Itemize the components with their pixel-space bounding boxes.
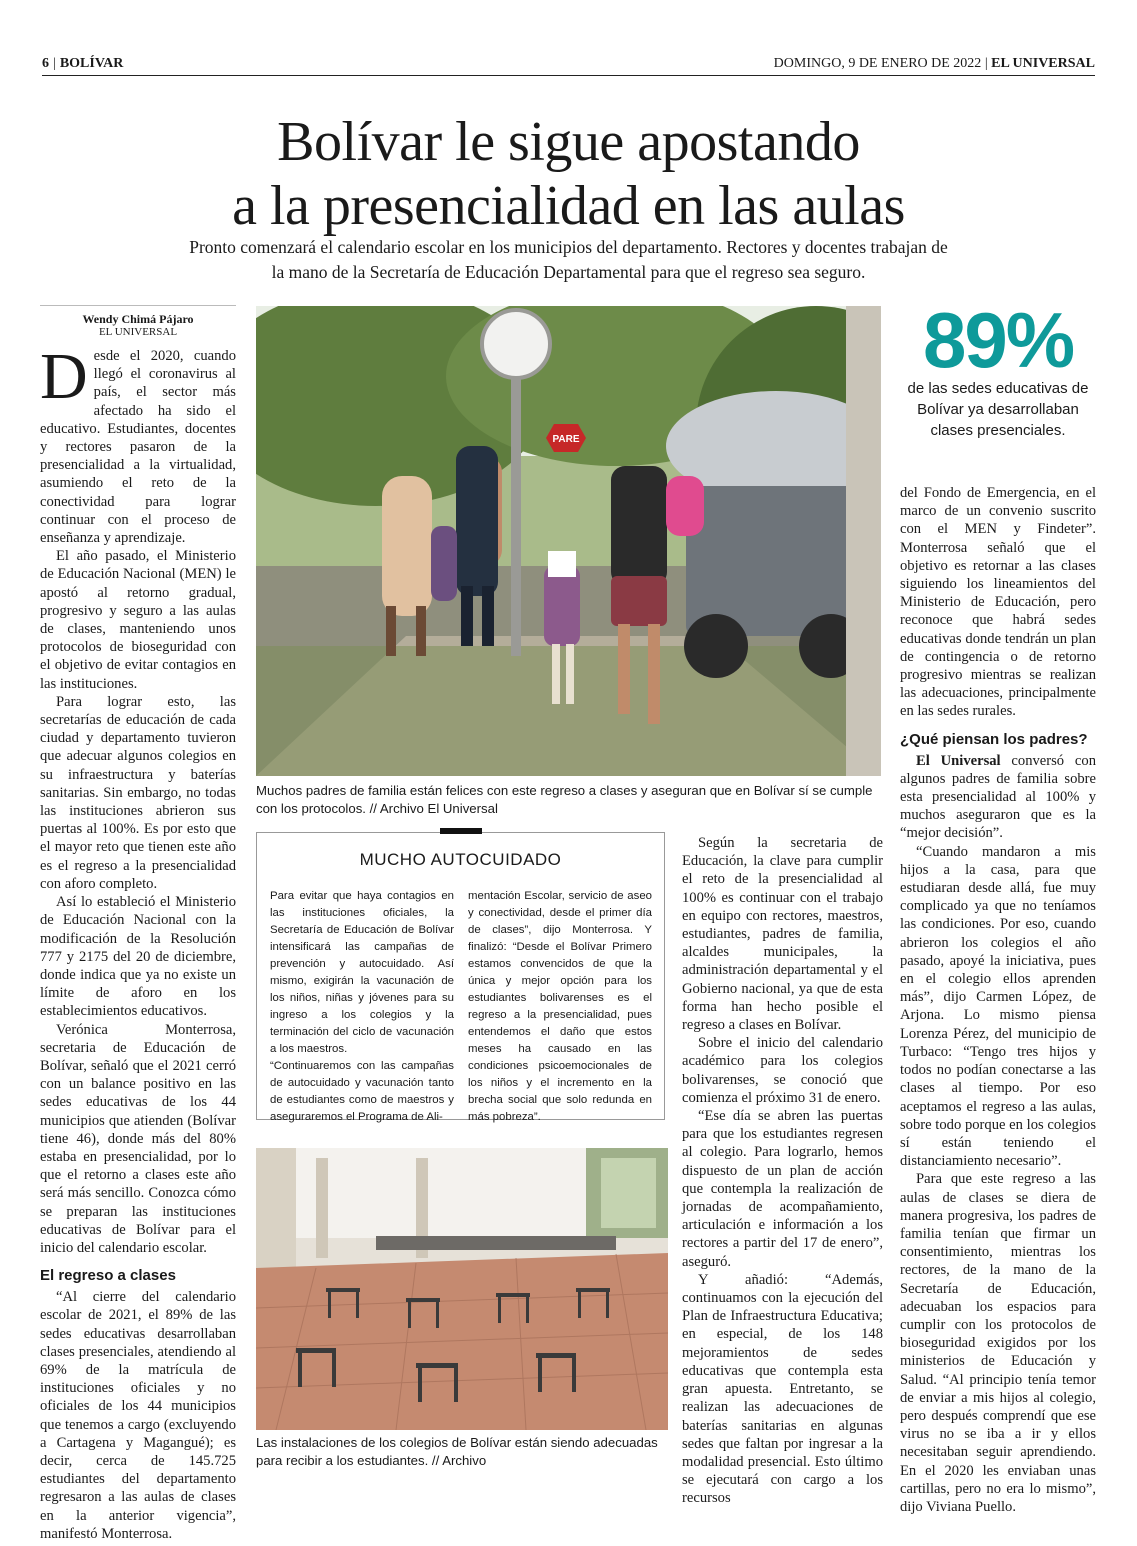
paragraph-9: “Ese día se abren las puertas para que los estudiantes regresen al colegio. Para lograrlo, hemos dispuesto de un plan de acción que contempla la realización de jornadas de acompañamiento, articulación e información a los rectores a partir del 17 de enero”, aseguró.	[682, 1108, 883, 1270]
paragraph-7: Según la secretaria de Educación, la clave para cumplir el reto de la presencialidad al 100% es continuar con el trabajo en equipo con rectores, maestros, estudiantes, padres de familia, alcaldes municipales, la administración departamental y el Gobierno nacional, ya que de esta forma han hecho posible el regreso a clases en Bolívar.	[682, 835, 883, 1034]
box-paragraph-2: “Continuaremos con las campañas de autocuidado y vacunación tanto de estudiantes como de maestros y aseguraremos el Programa de Ali-	[270, 1060, 454, 1123]
paragraph-1-text: esde el 2020, cuando llegó el coronavirus al país, el sector más afectado ha sido el educativo. Estudiantes, docentes y rectores pasaron de la presencialidad a la virtualidad, asumiendo el reto de la conectividad para lograr continuar con el proceso de enseñanza y aprendizaje.	[40, 348, 236, 547]
page-dateline: DOMINGO, 9 DE ENERO DE 2022 | EL UNIVERSAL	[773, 56, 1095, 71]
paragraph-6: “Al cierre del calendario escolar de 2021, el 89% de las sedes educativas desarrollaban clases presenciales, atendiendo al 69% de la matrícula de instituciones oficiales y no oficiales de los 44 municipios que tenemos a cargo (excluyendo a Cartagena y Magangué); es decir, cerca de 145.725 estudiantes del departamento regresaron a las aulas de clases en la anterior vigencia”, manifestó Monterrosa.	[40, 1289, 236, 1542]
sidebar-box-column-2	[468, 888, 652, 1126]
box-paragraph-3: mentación Escolar, servicio de aseo y conectividad, desde el primer día de clases”, dijo Monterrosa. Y finalizó: “Desde el Bolívar Primero estamos convencidos de que la única y mejor opción para los estudiantes bolivarenses es el regreso a la presencialidad, pues entendemos el daño que estos meses ha causado en las condiciones psicoemocionales de los niños y el incremento en la brecha social que solo redunda en más pobreza”.	[468, 890, 652, 1123]
header-rule	[42, 75, 1095, 76]
paragraph-12-text: conversó con algunos padres de familia sobre esta presencialidad al 100% y muchos aseguraron que es la “mejor decisión”.	[900, 752, 1096, 842]
issue-date: DOMINGO, 9 DE ENERO DE 2022	[773, 56, 982, 71]
subhead-line-2: la mano de la Secretaría de Educación Departamental para que el regreso sea seguro.	[271, 262, 866, 282]
newspaper-brand: EL UNIVERSAL	[991, 56, 1095, 71]
subheadline	[120, 235, 1017, 285]
photo-classroom	[256, 1148, 668, 1430]
subhead-line-1: Pronto comenzará el calendario escolar en los municipios del departamento. Rectores y docentes trabajan de	[189, 237, 948, 257]
paragraph-11: del Fondo de Emergencia, en el marco de un convenio suscrito con el MEN y Findeter”. Monterrosa señaló que el objetivo es retornar a las clases siguiendo los lineamientos del Ministerio de Educación, pero reconoce que habrá sedes educativas donde tendrán un plan de contingencia o de retorno progresivo mientras se realizan las adecuaciones, principalmente en las sedes rurales.	[900, 485, 1096, 720]
sidebar-box-marker	[440, 828, 482, 834]
article-column-1	[40, 340, 236, 1542]
paragraph-4: Así lo estableció el Ministerio de Educación Nacional con la modificación de la Resolución 777 y 2175 del 20 de diciembre, donde indica que ya no existe un límite de aforo en los establecimientos educativos.	[40, 894, 236, 1020]
paragraph-1	[40, 340, 236, 547]
paragraph-2: El año pasado, el Ministerio de Educación Nacional (MEN) le apostó al retorno gradual, progresivo y seguro a las aulas de clases, manteniendo unos protocolos de bioseguridad con el objetivo de evitar contagios en las instituciones.	[40, 548, 236, 692]
section-heading-regreso: El regreso a clases	[40, 1267, 176, 1285]
author-name: Wendy Chimá Pájaro	[82, 312, 194, 326]
page-number: 6	[42, 56, 49, 71]
paragraph-14: Para que este regreso a las aulas de clases se diera de manera progresiva, los padres de familia tenían que firmar un consentimiento, mientras los rectores, de la mano de la Secretaría de Educación, adecuaban los espacios para cumplir con los protocolos de bioseguridad exigidos por los ministerios de Educación y Salud. “Al principio tenía temor de enviar a mis hijos al colegio, pero después comprendí que ese virus no se iba a ir y ellos necesitaban seguir aprendiendo. En el 2020 les enviaban unas cartillas, pero no era lo mismo”, dijo Viviana Puello.	[900, 1171, 1096, 1515]
photo-parents-walking	[256, 306, 881, 776]
photo-caption-1: Muchos padres de familia están felices con este regreso a clases y aseguran que en Bolívar sí se cumple con los protocolos. // Archivo El Universal	[256, 783, 873, 816]
section-heading-padres: ¿Qué piensan los padres?	[900, 730, 1088, 748]
paragraph-12	[900, 752, 1096, 843]
photo-caption-2: Las instalaciones de los colegios de Bolívar están siendo adecuadas para recibir a los estudiantes. // Archivo	[256, 1435, 658, 1468]
stop-sign-text: PARE	[552, 434, 580, 445]
article-column-4	[900, 484, 1096, 1515]
street-scene-illustration	[256, 306, 881, 776]
paragraph-3: Para lograr esto, las secretarías de educación de cada ciudad y departamento tuvieron que adecuar algunos colegios en su infraestructura y baterías sanitarias. Sin embargo, no todas las instituciones abrieron sus puertas al 100%. Es por esto que el mayor reto que tienen este año es el regreso a la presencialidad con aforo completo.	[40, 693, 236, 892]
box-paragraph-1: Para evitar que haya contagios en las instituciones oficiales, la Secretaría de Educación de Bolívar intensificará las campañas de prevención y autocuidado. Así mismo, exigirán la vacunación de los niños, niñas y jóvenes para su ingreso a los colegios y la terminación del ciclo de vacunación a los maestros.	[270, 890, 454, 1055]
author-organization: EL UNIVERSAL	[98, 326, 178, 338]
sidebar-box-title: MUCHO AUTOCUIDADO	[359, 850, 562, 869]
classroom-illustration	[256, 1148, 668, 1430]
headline	[60, 110, 1077, 238]
paragraph-8: Sobre el inicio del calendario académico para los colegios bolivarenses, se conoció que comienza el próximo 31 de enero.	[682, 1035, 883, 1106]
page-folio	[42, 56, 123, 72]
paragraph-10: Y añadió: “Además, continuamos con la ejecución del Plan de Infraestructura Educativa; en especial, de los 148 mejoramientos de sedes educativas que contempla esta gran apuesta. Entretanto, se realizan las adecuaciones de baterías sanitarias en algunas sedes que faltan por ingresar a la modalidad presencial. Esto último se ejecutará con cargo a los recursos	[682, 1271, 883, 1507]
section-name: BOLÍVAR	[59, 56, 124, 71]
stat-value: 89%	[922, 296, 1074, 384]
paragraph-5: Verónica Monterrosa, secretaria de Educación de Bolívar, señaló que el 2021 cerró con un balance positivo en las sedes educativas de los 44 municipios que atienden (Bolívar tiene 46), donde más del 80% estaba en presencialidad, por lo que el retorno a clases este año será más sencillo. Conozca cómo se preparan las instituciones educativas de Bolívar para el inicio del calendario escolar.	[40, 1021, 236, 1256]
paragraph-13: “Cuando mandaron a mis hijos a la casa, para que estudiaran desde allá, fue muy complicado ya que no teníamos las condiciones. Por eso, cuando abrieron los colegios el año pasado, apoyé la iniciativa, pues en el colegio ellos aprenden más”, dijo Carmen López, de Arjona. Lo mismo piensa Lorenza Pérez, del municipio de Turbaco: “Tengo tres hijos y todos no podían conectarse a las clases al tiempo. Por eso aceptamos el regreso a las aulas, sobre todo porque en los colegios sí están teniendo el distanciamiento necesario”.	[900, 843, 1096, 1170]
article-column-3	[682, 834, 883, 1507]
byline	[40, 305, 236, 338]
newspaper-name-inline: El Universal	[916, 752, 1001, 769]
sidebar-box-column-1	[270, 888, 454, 1126]
headline-line-1: Bolívar le sigue apostando	[277, 111, 860, 173]
folio-separator: |	[53, 56, 56, 71]
headline-line-2: a la presencialidad en las aulas	[232, 175, 905, 237]
stat-description: de las sedes educativas de Bolívar ya desarrollaban clases presenciales.	[907, 380, 1089, 439]
drop-cap: D	[40, 340, 88, 413]
